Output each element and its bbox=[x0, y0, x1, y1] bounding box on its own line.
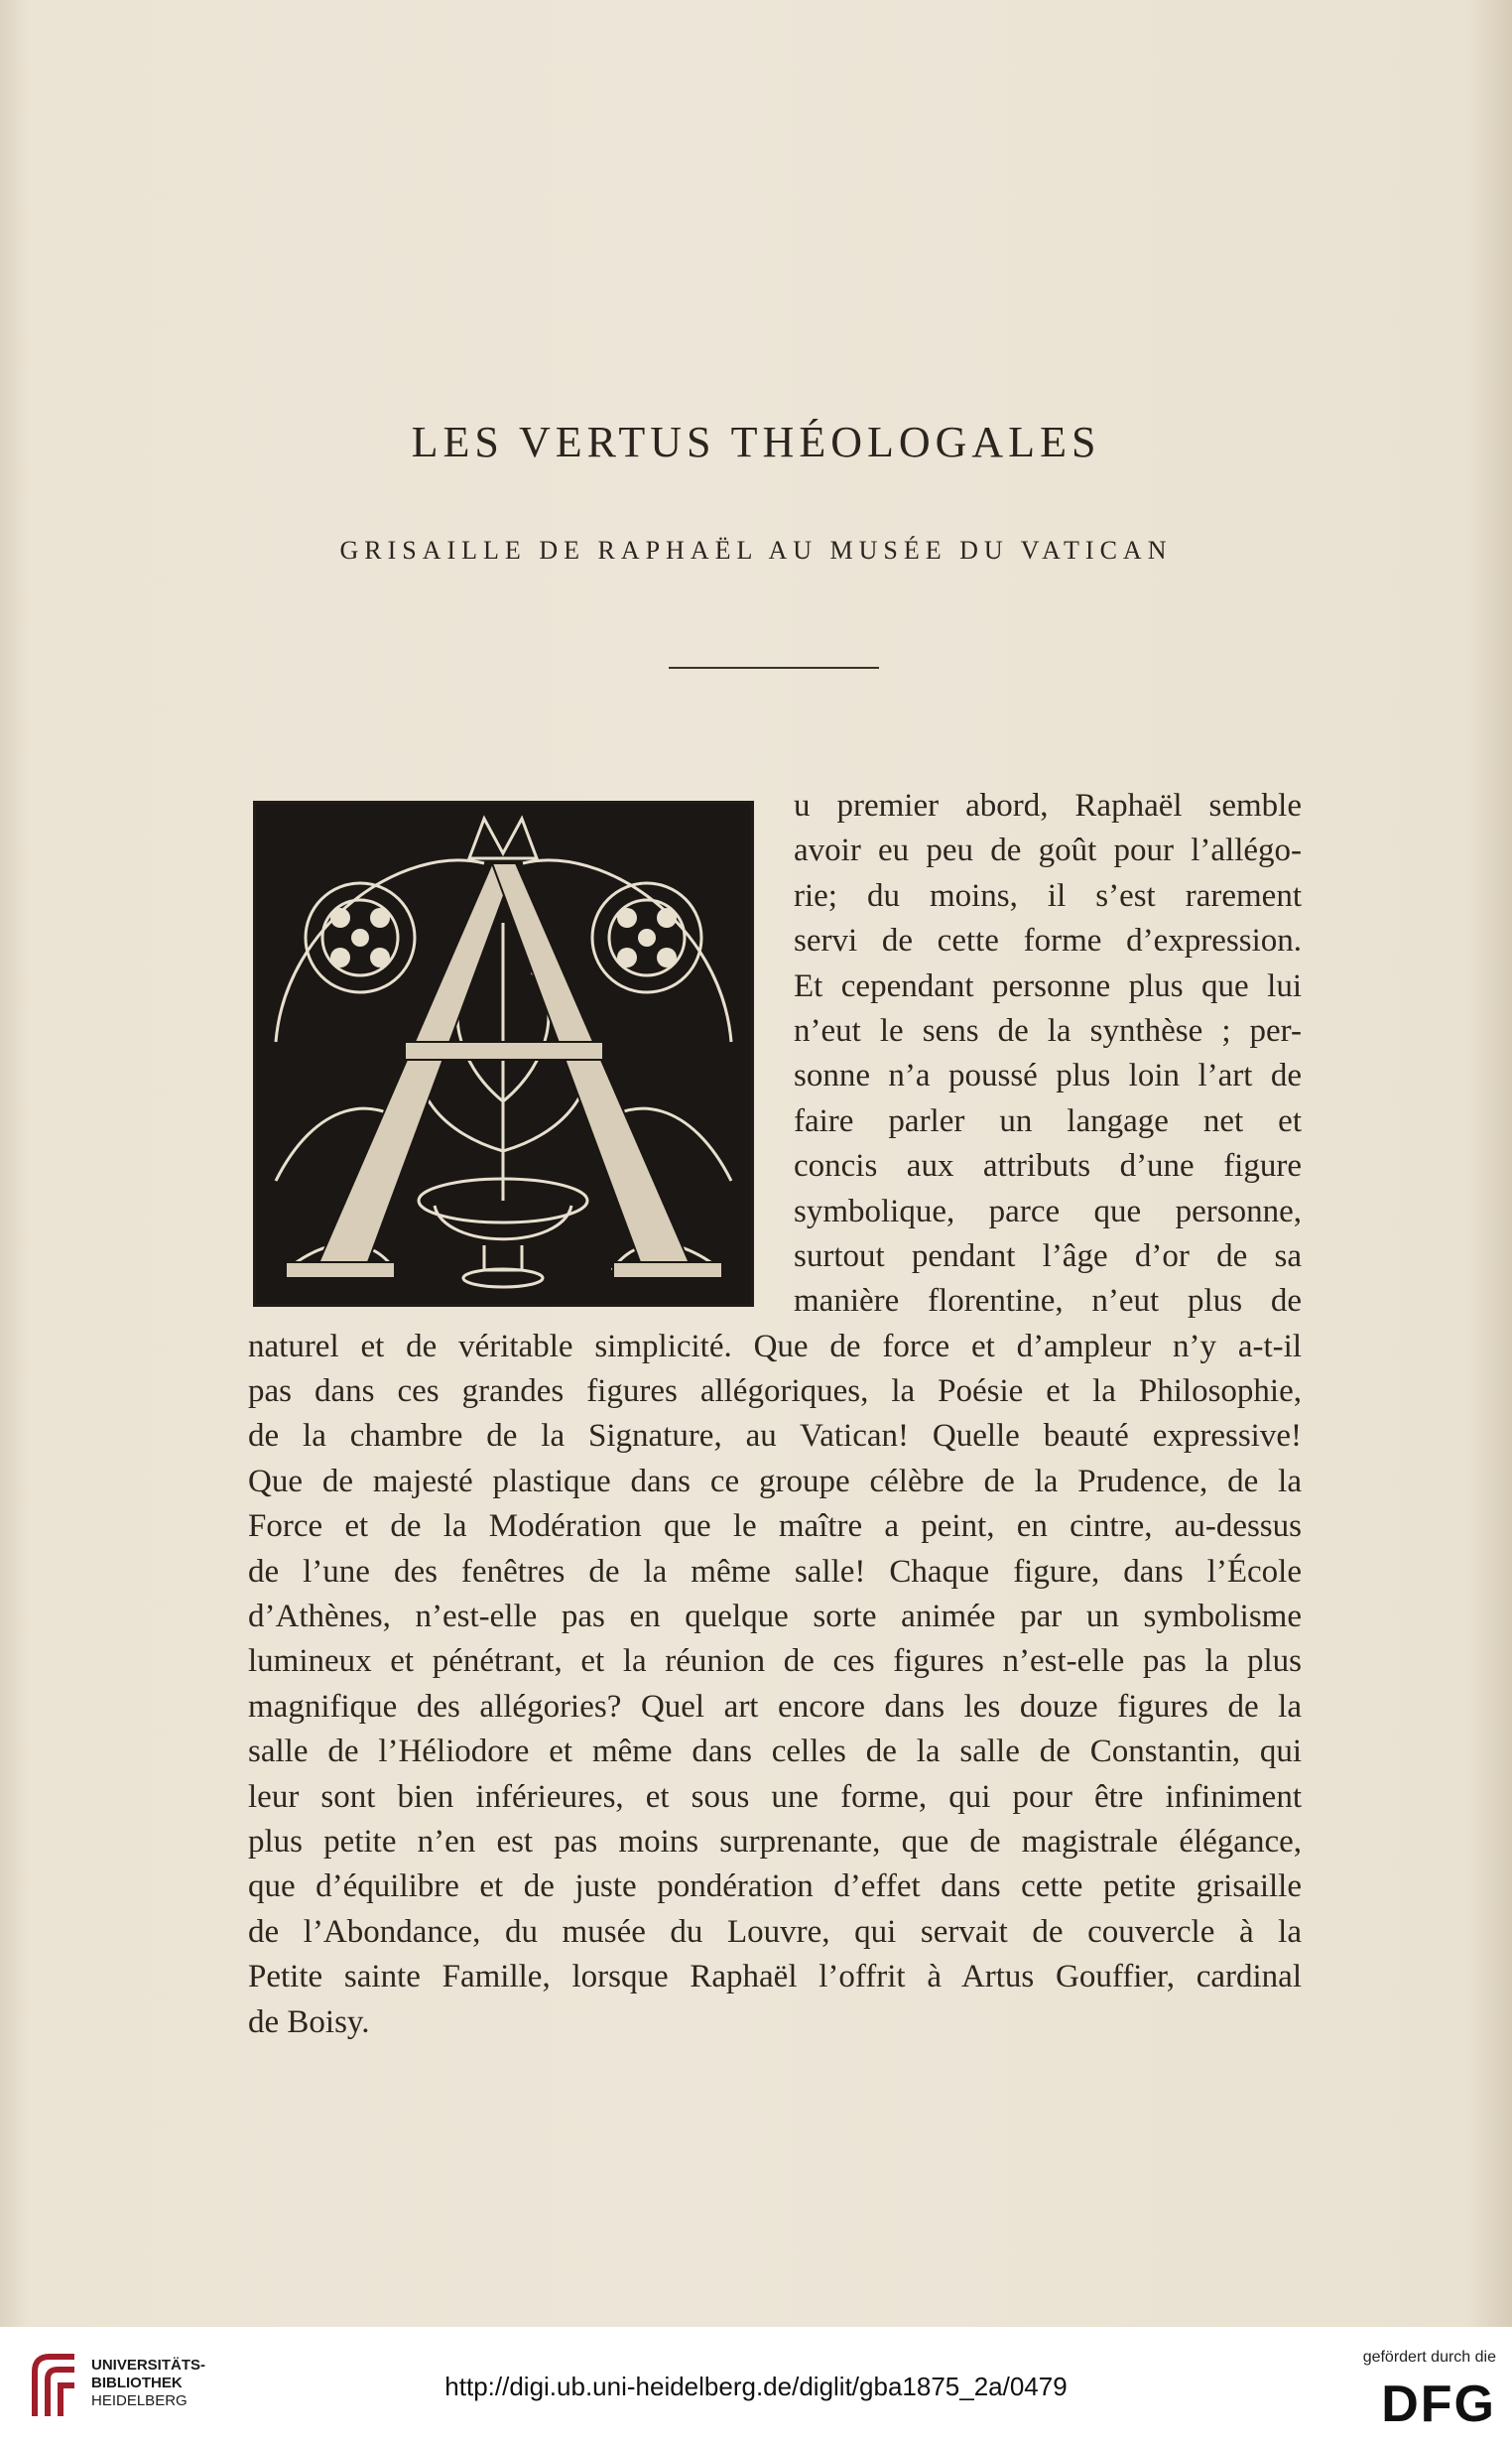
text-line: naturel et de véritable simplicité. Que de force et d’ampleur n’y a-t-il bbox=[248, 1328, 1302, 1364]
page-subtitle: GRISAILLE DE RAPHAËL AU MUSÉE DU VATICAN bbox=[339, 536, 1173, 565]
text-line: avoir eu peu de goût pour l’allégo- bbox=[794, 833, 1302, 869]
text-line: sonne n’a poussé plus loin l’art de bbox=[794, 1058, 1302, 1094]
text-line: u premier abord, Raphaël semble bbox=[794, 788, 1302, 824]
text-line: faire parler un langage net et bbox=[794, 1102, 1302, 1139]
page-title: LES VERTUS THÉOLOGALES bbox=[411, 418, 1101, 466]
text-line: de l’Abondance, du musée du Louvre, qui servait de couvercle à la bbox=[248, 1913, 1302, 1950]
text-line: salle de l’Héliodore et même dans celles de la salle de Constantin, qui bbox=[248, 1734, 1302, 1770]
text-line: d’Athènes, n’est-elle pas en quelque sorte animée par un symbolisme bbox=[248, 1599, 1302, 1635]
text-line: servi de cette forme d’expression. bbox=[794, 923, 1302, 960]
dfg-logo: DFG bbox=[1381, 2376, 1496, 2433]
text-line: plus petite n’en est pas moins surprenante, que de magistrale élégance, bbox=[248, 1823, 1302, 1860]
text-line: rie; du moins, il s’est rarement bbox=[794, 877, 1302, 914]
library-name: UNIVERSITÄTS- BIBLIOTHEK HEIDELBERG bbox=[91, 2357, 206, 2409]
body-text bbox=[248, 784, 1302, 2045]
text-line: magnifique des allégories? Quel art encore dans les douze figures de la bbox=[248, 1688, 1302, 1725]
text-line: leur sont bien inférieures, et sous une forme, qui pour être infiniment bbox=[248, 1778, 1302, 1815]
text-line: que d’équilibre et de juste pondération d’effet dans cette petite grisaille bbox=[248, 1868, 1302, 1905]
funding-caption: gefördert durch die bbox=[1362, 2349, 1496, 2366]
text-line: n’eut le sens de la synthèse ; per- bbox=[794, 1012, 1302, 1049]
text-line: concis aux attributs d’une figure bbox=[794, 1148, 1302, 1185]
text-line: Que de majesté plastique dans ce groupe célèbre de la Prudence, de la bbox=[248, 1463, 1302, 1499]
text-line: Force et de la Modération que le maître a peint, en cintre, au-dessus bbox=[248, 1508, 1302, 1545]
text-line: Et cependant personne plus que lui bbox=[794, 967, 1302, 1004]
source-url[interactable]: http://digi.ub.uni-heidelberg.de/diglit/gba1875_2a/0479 bbox=[444, 2372, 1068, 2401]
text-line: Petite sainte Famille, lorsque Raphaël l’offrit à Artus Gouffier, cardinal bbox=[248, 1959, 1302, 1995]
text-line: lumineux et pénétrant, et la réunion de ces figures n’est-elle pas la plus bbox=[248, 1643, 1302, 1680]
text-line: manière florentine, n’eut plus de bbox=[794, 1283, 1302, 1320]
text-line: de la chambre de la Signature, au Vatican! Quelle beauté expressive! bbox=[248, 1418, 1302, 1455]
text-line: symbolique, parce que personne, bbox=[794, 1193, 1302, 1229]
title-divider bbox=[669, 667, 879, 669]
text-line: pas dans ces grandes figures allégoriques, la Poésie et la Philosophie, bbox=[248, 1373, 1302, 1410]
footer-bar bbox=[0, 2327, 1512, 2443]
text-line: de Boisy. bbox=[248, 2003, 370, 2040]
text-line: surtout pendant l’âge d’or de sa bbox=[794, 1237, 1302, 1274]
text-line: de l’une des fenêtres de la même salle! Chaque figure, dans l’École bbox=[248, 1553, 1302, 1590]
